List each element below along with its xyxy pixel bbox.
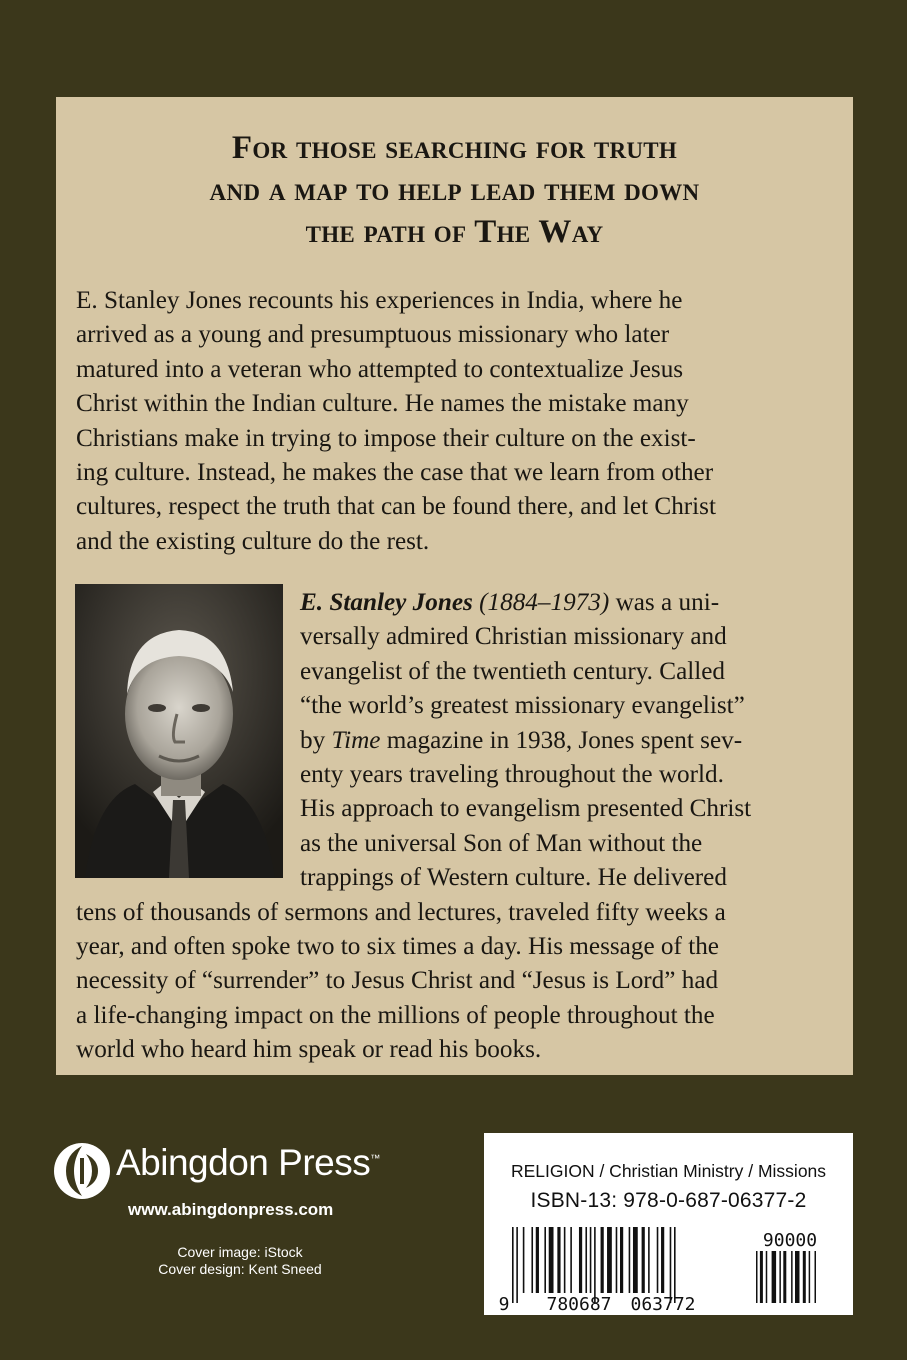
magazine-title: Time: [331, 726, 381, 754]
bio-line-8: as the universal Son of Man without the: [300, 829, 703, 857]
barcode-addon-bar: [760, 1251, 763, 1303]
intro-line: cultures, respect the truth that can be found there, and let Christ: [76, 493, 716, 521]
barcode-addon-bar: [791, 1251, 793, 1303]
intro-line: Christians make in trying to impose their culture on the exist-: [76, 424, 696, 452]
cover-credits: [140, 1244, 340, 1278]
barcode-bar: [585, 1227, 587, 1293]
bisac-category: RELIGION / Christian Ministry / Missions: [510, 1161, 827, 1181]
intro-line: and the existing culture do the rest.: [76, 527, 430, 555]
bio-line-12: necessity of “surrender” to Jesus Christ and “Jesus is Lord” had: [76, 967, 719, 995]
barcode-bar: [601, 1227, 604, 1293]
bio-line-10: tens of thousands of sermons and lectures, traveled fifty weeks a: [76, 898, 726, 926]
barcode-bar: [629, 1227, 631, 1293]
barcode-bar: [657, 1227, 659, 1293]
barcode-bar: [564, 1227, 566, 1293]
bio-text: by: [300, 726, 332, 754]
publisher-website[interactable]: www.abingdonpress.com: [128, 1200, 334, 1219]
intro-line: arrived as a young and presumptuous missionary who later: [76, 321, 670, 349]
isbn-number: ISBN-13: 978-0-687-06377-2: [530, 1189, 807, 1212]
description-panel: [56, 97, 853, 1075]
barcode-bar: [607, 1227, 612, 1293]
bio-line-4: “the world’s greatest missionary evangelist”: [300, 692, 745, 720]
bio-line-2: versally admired Christian missionary and: [300, 623, 727, 651]
barcode-addon-bar: [779, 1251, 781, 1303]
barcode-bar: [633, 1227, 638, 1293]
barcode-bar: [674, 1227, 676, 1303]
bio-line-5: [76, 724, 846, 758]
barcode-addon-bar: [809, 1251, 811, 1303]
barcode-bar: [579, 1227, 582, 1293]
barcode-bar: [594, 1227, 596, 1303]
intro-line: Christ within the Indian culture. He names the mistake many: [76, 390, 689, 418]
bio-line-9: trappings of Western culture. He delivered: [300, 864, 727, 892]
bio-line-1: [76, 586, 846, 620]
intro-line: matured into a veteran who attempted to contextualize Jesus: [76, 355, 684, 383]
barcode-lead-digit: 9: [498, 1294, 510, 1313]
bio-line-6: enty years traveling throughout the world.: [300, 761, 724, 789]
bio-line-11: year, and often spoke two to six times a day. His message of the: [76, 933, 719, 961]
barcode-addon-bar: [803, 1251, 806, 1303]
barcode-bar: [648, 1227, 650, 1293]
barcode-addon-bar: [795, 1251, 800, 1303]
barcode-addon-bar: [766, 1251, 768, 1303]
cover-image-credit: Cover image: iStock: [177, 1244, 303, 1260]
barcode-box: [484, 1133, 853, 1315]
author-bio: [76, 586, 846, 1068]
author-dates: (1884–1973): [479, 589, 610, 616]
barcode-addon-bar: [772, 1251, 777, 1303]
author-name: E. Stanley Jones: [300, 589, 473, 616]
trademark-symbol: ™: [370, 1153, 380, 1165]
barcode-bar: [570, 1227, 572, 1293]
barcode-bar: [661, 1227, 664, 1293]
barcode-bar: [531, 1227, 533, 1293]
barcode-bar: [523, 1227, 525, 1293]
barcode-addon-digits: 90000: [762, 1230, 818, 1251]
barcode-bar: [590, 1227, 592, 1293]
intro-line: E. Stanley Jones recounts his experiences in India, where he: [76, 287, 683, 314]
cover-design-credit: Cover design: Kent Sneed: [158, 1261, 322, 1277]
intro-paragraph: [76, 284, 838, 559]
barcode-bar: [557, 1227, 560, 1293]
bio-line-13: a life-changing impact on the millions of people throughout the: [76, 1001, 715, 1029]
barcode-bar: [616, 1227, 618, 1293]
headline-line-1: For those searching for truth: [231, 130, 678, 166]
publisher-name-text: Abingdon Press: [116, 1142, 371, 1183]
barcode-bar: [516, 1227, 518, 1303]
bio-line-14: world who heard him speak or read his books.: [76, 1036, 542, 1064]
intro-line: ing culture. Instead, he makes the case that we learn from other: [76, 459, 714, 487]
barcode-digits-left: 780687: [546, 1294, 612, 1313]
barcode-addon-bar: [756, 1251, 758, 1303]
headline-line-3: the path of The Way: [305, 214, 604, 250]
barcode-bar: [620, 1227, 623, 1293]
barcode-bar: [544, 1227, 546, 1293]
bio-text: magazine in 1938, Jones spent sev-: [380, 726, 743, 754]
bio-line-7: His approach to evangelism presented Christ: [300, 795, 752, 823]
barcode-bar: [549, 1227, 554, 1293]
barcode-addon-bar: [815, 1251, 817, 1303]
barcode-bar: [670, 1227, 672, 1303]
barcode-bar: [512, 1227, 514, 1303]
barcode-image: [498, 1227, 838, 1313]
publisher-name: [116, 1142, 380, 1184]
headline-line-2: and a map to help lead them down: [209, 172, 700, 208]
barcode-addon-bar: [783, 1251, 786, 1303]
barcode-bar: [536, 1227, 539, 1293]
headline: [56, 127, 853, 253]
bio-text: was a uni-: [609, 589, 720, 616]
barcode-digits-right: 063772: [630, 1294, 696, 1313]
abingdon-logo-icon: [52, 1140, 112, 1202]
bio-line-3: evangelist of the twentieth century. Called: [300, 657, 726, 685]
barcode-bar: [642, 1227, 645, 1293]
